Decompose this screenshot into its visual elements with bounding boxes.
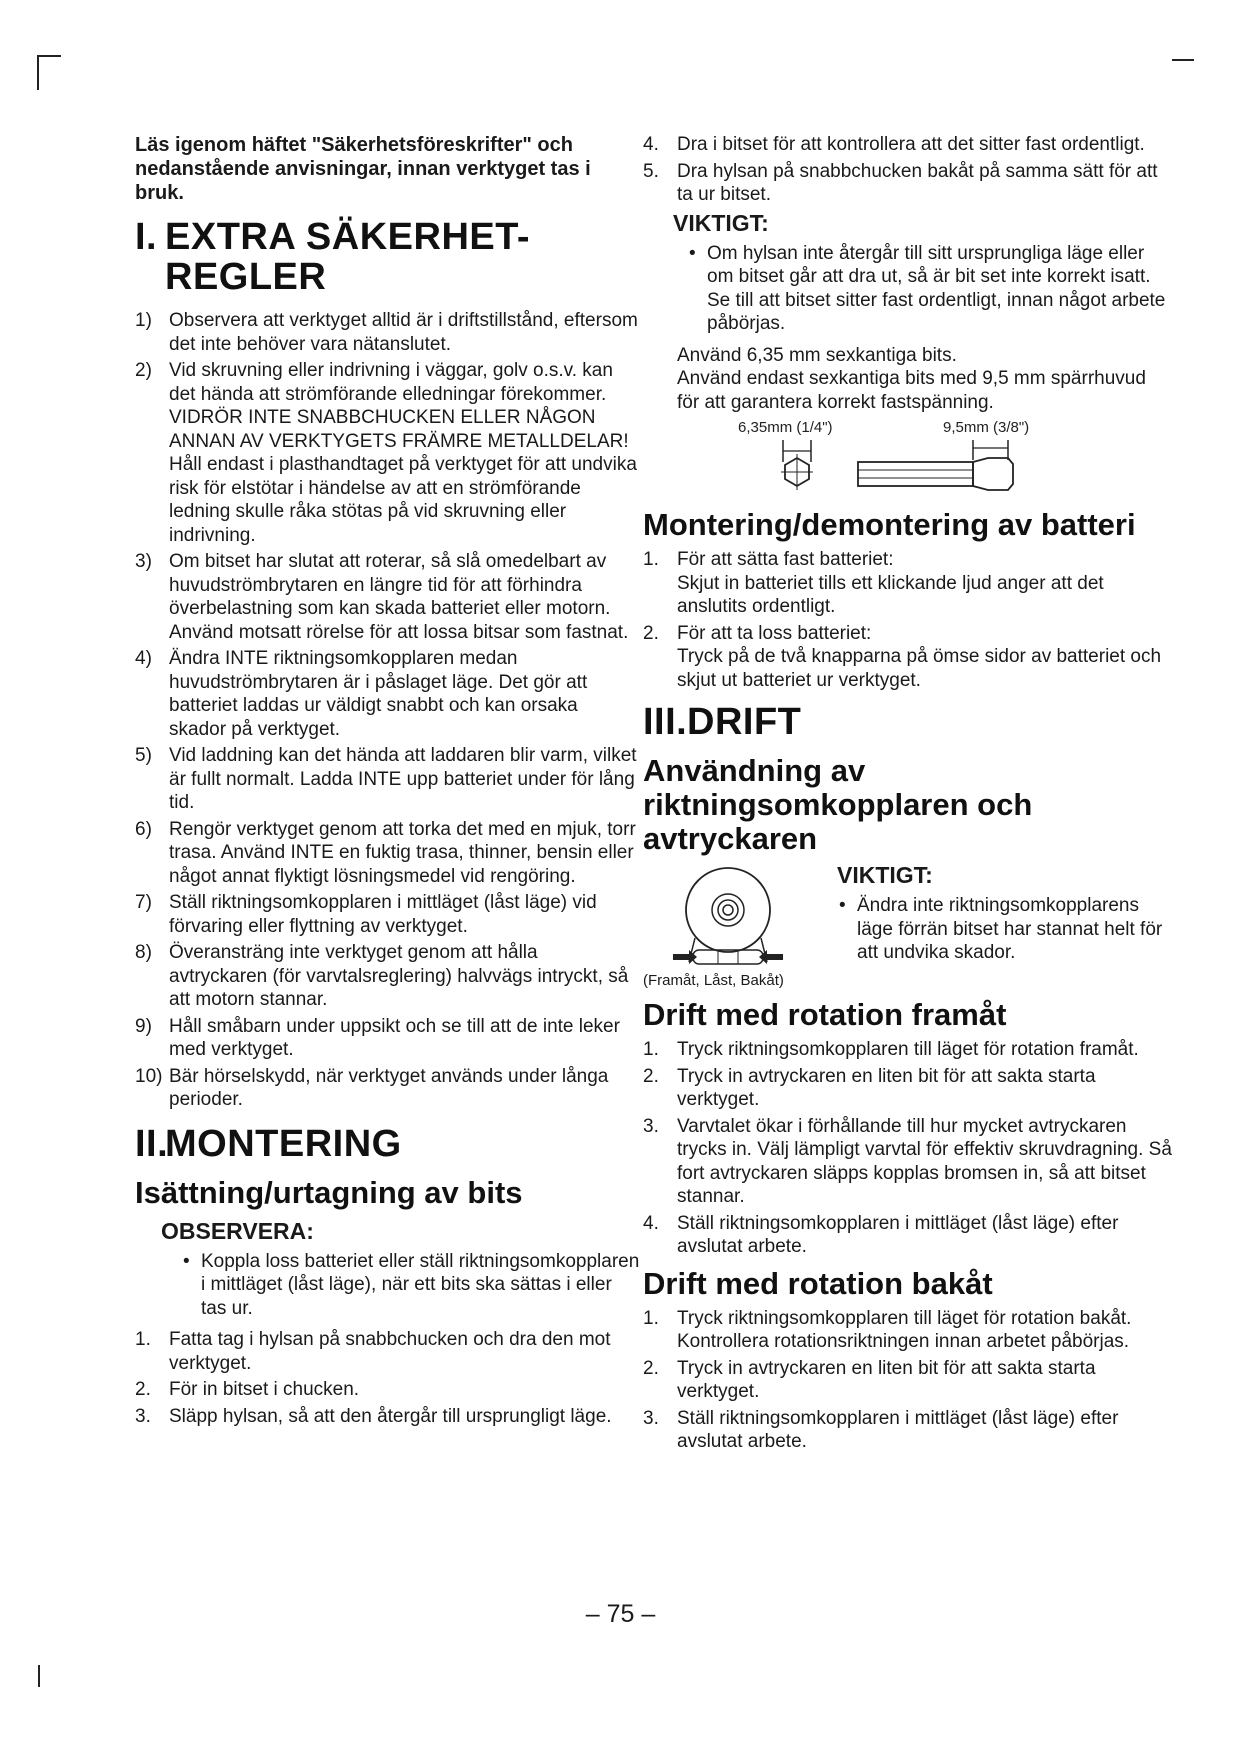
note-title: OBSERVERA:	[161, 1217, 314, 1244]
section1-heading	[135, 217, 640, 297]
section1-number: I.	[135, 216, 158, 258]
list-item: 2. Tryck in avtryckaren en liten bit för att sakta starta verktyget.	[643, 1357, 1096, 1402]
forward-steps	[643, 1038, 1173, 1259]
list-item: 5. Dra hylsan på snabbchucken bakåt på samma sätt för att ta ur bitset.	[643, 160, 1158, 205]
important-bullet: • Om hylsan inte återgår till sitt ursprungliga läge eller om bitset går att dra ut, så är bit set inte korrekt isatt. Se till att bitset sitter fast ordentligt, innan något arbete påbörjas.	[689, 242, 1166, 334]
bit-label-b: 9,5mm (3/8")	[943, 419, 1030, 436]
chuck-outline	[686, 868, 770, 952]
note-bullet: • Koppla loss batteriet eller ställ riktningsomkopplaren i mittläget (låst läge), när ett bits ska sättas i eller tas ur.	[183, 1250, 640, 1319]
list-item: 3) Om bitset har slutat att roterar, så slå omedelbart av huvudströmbrytaren en längre tid för att förhindra överbelastning som kan skada batteriet eller motorn. Använd motsatt rörelse för att lossa bitsar som fastnat.	[135, 551, 629, 643]
section3-number: III.	[643, 701, 688, 743]
switch-figure	[643, 862, 823, 990]
switch-subheading: Användning av riktningsomkopplaren och avtryckaren	[643, 753, 1033, 856]
list-item: 3. Varvtalet ökar i förhållande till hur mycket avtryckaren trycks in. Välj lämpligt varvtal för effektiv skruvdragning. Så fort avtryckaren släpps kopplas bromsen in, så att bitset stannar.	[643, 1115, 1172, 1207]
right-column	[643, 133, 1173, 1457]
section3-heading	[643, 702, 1173, 742]
crop-mark-top-left-v	[37, 55, 39, 90]
arrow-right-icon	[673, 950, 697, 964]
chuck-ring	[712, 894, 744, 926]
list-item: 8) Överansträng inte verktyget genom att hålla avtryckaren (för varvtalsreglering) halvvägs intryckt, så att motorn stannar.	[135, 942, 629, 1010]
direction-switch-diagram	[643, 862, 823, 972]
bits-steps-left	[135, 1328, 640, 1428]
section2-heading	[135, 1124, 640, 1164]
bits-para-1: Använd 6,35 mm sexkantiga bits.	[677, 344, 957, 366]
section1-title-line2: REGLER	[165, 256, 327, 298]
list-item: 1. Tryck riktningsomkopplaren till läget för rotation bakåt. Kontrollera rotationsriktningen innan arbetet påbörjas.	[643, 1307, 1132, 1352]
bits-subheading: Isättning/urtagning av bits	[135, 1174, 523, 1210]
crop-mark-bottom-left-v	[38, 1665, 40, 1687]
list-item: 3. Ställ riktningsomkopplaren i mittläget (låst läge) efter avslutat arbete.	[643, 1407, 1119, 1452]
left-column	[135, 133, 640, 1431]
switch-figure-caption: (Framåt, Låst, Bakåt)	[643, 972, 784, 989]
list-item: 2. Tryck in avtryckaren en liten bit för att sakta starta verktyget.	[643, 1065, 1096, 1110]
list-item: 9) Håll småbarn under uppsikt och se till att de inte leker med verktyget.	[135, 1015, 620, 1060]
list-item: 1) Observera att verktyget alltid är i driftstillstånd, eftersom det inte behöver vara nätanslutet.	[135, 310, 638, 355]
list-item: 5) Vid laddning kan det hända att laddaren blir varm, vilket är fullt normalt. Ladda INTE upp batteriet under för lång tid.	[135, 745, 637, 813]
arrow-left-icon	[759, 950, 783, 964]
important-bullet-2: • Ändra inte riktningsomkopplarens läge förrän bitset har stannat helt för att undvika skador.	[839, 895, 1163, 963]
crop-mark-top-left-h	[37, 55, 61, 57]
section2-number: II.	[135, 1122, 169, 1165]
chuck-ring	[718, 900, 738, 920]
list-item: 4. Ställ riktningsomkopplaren i mittläget (låst läge) efter avslutat arbete.	[643, 1212, 1119, 1257]
list-item: 1. För att sätta fast batteriet: Skjut in batteriet tills ett klickande ljud anger att det anslutits ordentligt.	[643, 549, 1104, 617]
bits-figure	[643, 418, 1173, 500]
list-item: 4. Dra i bitset för att kontrollera att det sitter fast ordentligt.	[643, 134, 1145, 155]
bullet-dot: •	[689, 242, 696, 264]
bit-detent-head	[973, 458, 1013, 490]
bits-steps-right	[643, 133, 1173, 207]
section3-title: DRIFT	[687, 701, 802, 743]
list-item: 3. Släpp hylsan, så att den återgår till ursprungligt läge.	[135, 1405, 612, 1427]
bullet-dot: •	[839, 895, 846, 916]
important-title: VIKTIGT:	[673, 209, 769, 236]
crop-mark-top-right-h	[1172, 59, 1194, 61]
intro-text: Läs igenom häftet "Säkerhetsföreskrifter" och nedanstående anvisningar, innan verktyget tas i bruk.	[135, 134, 591, 204]
list-item: 2. För in bitset i chucken.	[135, 1379, 360, 1400]
battery-steps	[643, 548, 1173, 692]
reverse-heading: Drift med rotation bakåt	[643, 1265, 993, 1301]
safety-rules-list	[135, 309, 640, 1112]
switch-figure-row	[643, 862, 1173, 990]
bit-diagram	[643, 418, 1173, 500]
list-item: 7) Ställ riktningsomkopplaren i mittläget (låst läge) vid förvaring eller flyttning av verktyget.	[135, 892, 597, 937]
switch-important	[823, 862, 1173, 990]
list-item: 2) Vid skruvning eller indrivning i väggar, golv o.s.v. kan det hända att strömförande elledningar förekommer. VIDRÖR INTE SNABBCHUCKEN ELLER NÅGON ANNAN AV VERKTYGETS FRÄMRE METALLDELAR! Håll endast i plasthandtaget på verktyget för att undvika risk för elstötar i händelse av att en strömförande ledning skulle råka stötas på vid skruvning eller indrivning.	[135, 360, 637, 546]
list-item: 6) Rengör verktyget genom att torka det med en mjuk, torr trasa. Använd INTE en fuktig trasa, thinner, bensin eller något annat flyktigt lösningsmedel vid rengöring.	[135, 818, 636, 887]
list-item: 1. Tryck riktningsomkopplaren till läget för rotation framåt.	[643, 1039, 1139, 1060]
bit-shank	[858, 462, 973, 486]
forward-heading: Drift med rotation framåt	[643, 997, 1007, 1032]
bullet-dot: •	[183, 1250, 190, 1272]
reverse-steps	[643, 1307, 1173, 1454]
list-item: 2. För att ta loss batteriet: Tryck på de två knapparna på ömse sidor av batteriet och skjut ut batteriet ur verktyget.	[643, 622, 1162, 691]
list-item: 4) Ändra INTE riktningsomkopplaren medan huvudströmbrytaren är i påslaget läge. Det gör att batteriet laddas ur väldigt snabbt och kan orsaka skador på verktyget.	[135, 648, 588, 740]
list-item: 1. Fatta tag i hylsan på snabbchucken och dra den mot verktyget.	[135, 1329, 611, 1374]
important-title-2: VIKTIGT:	[837, 862, 933, 888]
battery-heading: Montering/demontering av batteri	[643, 507, 1136, 542]
page-number: – 75 –	[585, 1600, 656, 1628]
bit-label-a: 6,35mm (1/4")	[738, 419, 833, 436]
section1-title-line1: EXTRA SÄKERHET-	[165, 216, 531, 258]
section2-title: MONTERING	[165, 1122, 402, 1165]
chuck-ring	[723, 905, 733, 915]
list-item: 10) Bär hörselskydd, när verktyget används under långa perioder.	[135, 1065, 609, 1110]
bits-para-2: Använd endast sexkantiga bits med 9,5 mm spärrhuvud för att garantera korrekt fastspänning.	[677, 368, 1146, 413]
